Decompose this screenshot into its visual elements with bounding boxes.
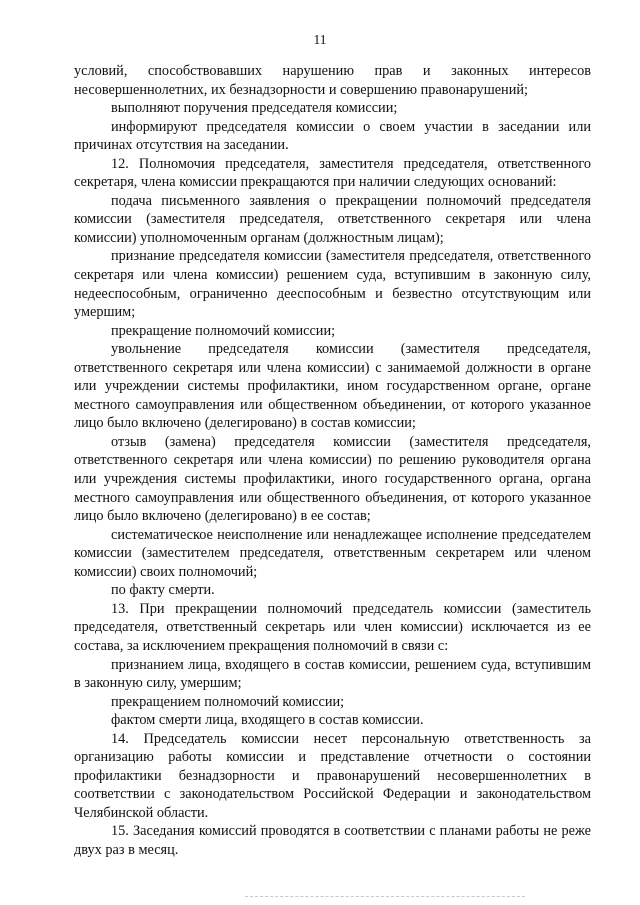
page-number: 11: [313, 32, 327, 47]
paragraph-6: признание председателя комиссии (заместителя председателя, ответственного секретаря или члена комиссии) решением суда, вступившим в законную силу, недееспособным, ограниченно дееспособным и безвестно отсутствующим или умершим;: [74, 248, 591, 321]
paragraph-3: информируют председателя комиссии о своем участии в заседании или причинах отсутствия на заседании.: [74, 118, 591, 154]
paragraph-10: систематическое неисполнение или ненадлежащее исполнение председателем комиссии (заместителем председателя, ответственным секретарем или членом комиссии) своих полномочий;: [74, 526, 591, 580]
paragraph-14: прекращением полномочий комиссии;: [111, 693, 345, 710]
paragraph-13: признанием лица, входящего в состав комиссии, решением суда, вступившим в законную силу, умершим;: [74, 656, 591, 692]
paragraph-5: подача письменного заявления о прекращении полномочий председателя комиссии (заместителя председателя, ответственного секретаря или члена комиссии) уполномоченным органам (должностным лицам);: [74, 192, 591, 246]
paragraph-11: по факту смерти.: [111, 582, 215, 599]
paragraph-1: условий, способствовавших нарушению прав и законных интересов несовершеннолетних, их безнадзорности и совершению правонарушений;: [74, 63, 591, 98]
paragraph-15: фактом смерти лица, входящего в состав комиссии.: [111, 712, 424, 729]
document-body: [74, 62, 591, 860]
paragraph-4: 12. Полномочия председателя, заместителя председателя, ответственного секретаря, члена комиссии прекращаются при наличии следующих оснований:: [74, 155, 591, 191]
paragraph-16: 14. Председатель комиссии несет персональную ответственность за организацию работы комиссии и представление отчетности о состоянии профилактики безнадзорности и правонарушений несовершеннолетних в соответствии с законодательством Российской Федерации и законодательством Челябинской области.: [74, 730, 591, 821]
footer-divider: [245, 896, 525, 897]
paragraph-7: прекращение полномочий комиссии;: [111, 322, 336, 339]
paragraph-8: увольнение председателя комиссии (заместителя председателя, ответственного секретаря или члена комиссии) с занимаемой должности в органе или учреждении системы профилактики, ином государственном органе, органе местного самоуправления или общественном объединении, от которого указанное лицо было включено (делегировано) в состав комиссии;: [74, 341, 591, 432]
paragraph-12: 13. При прекращении полномочий председатель комиссии (заместитель председателя, ответственный секретарь или член комиссии) исключается из ее состава, за исключением прекращения полномочий в связи с:: [74, 600, 591, 654]
paragraph-2: выполняют поручения председателя комиссии;: [111, 100, 398, 117]
paragraph-17: 15. Заседания комиссий проводятся в соответствии с планами работы не реже двух раз в месяц.: [74, 823, 591, 858]
paragraph-9: отзыв (замена) председателя комиссии (заместителя председателя, ответственного секретаря или члена комиссии) по решению руководителя органа или учреждения системы профилактики, иного государственного органа, органа местного самоуправления или общественного объединения, от которого указанное лицо было включено (делегировано) в ее состав;: [74, 433, 591, 525]
